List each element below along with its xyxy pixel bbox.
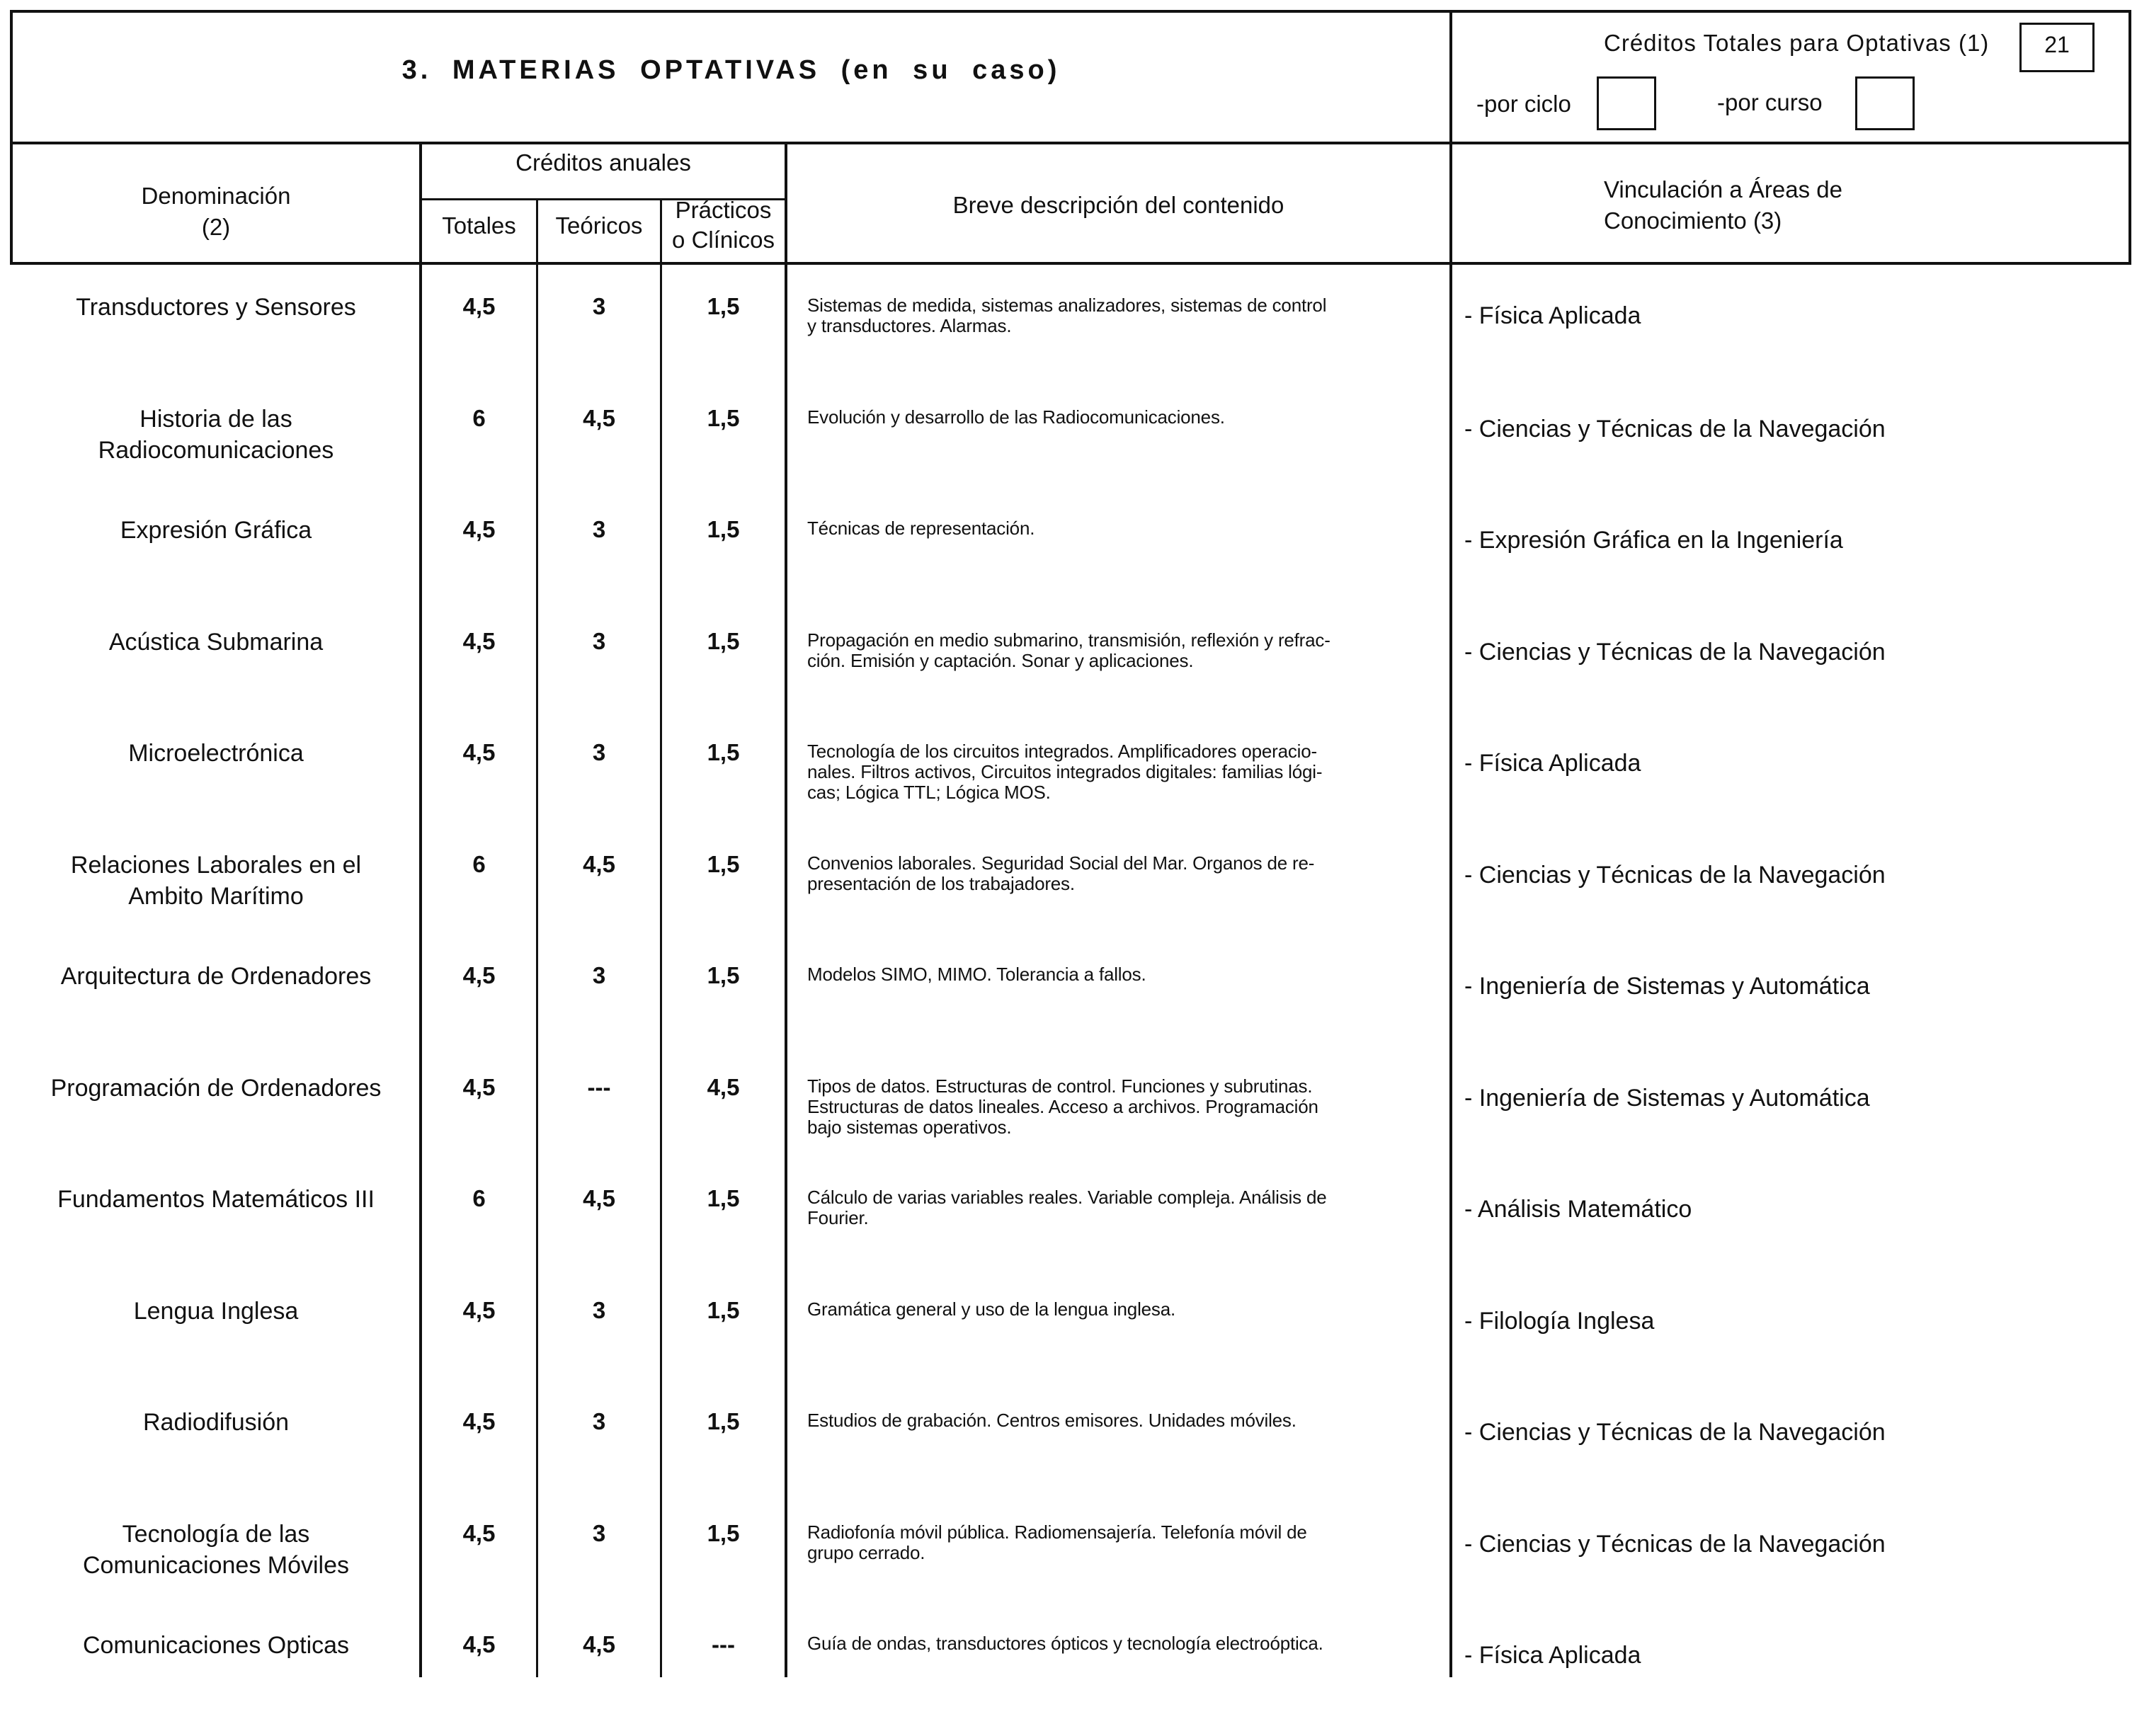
- row-denominacion: [13, 1630, 419, 1661]
- row-descripcion: [807, 1410, 1444, 1431]
- row-descripcion-line: Estructuras de datos lineales. Acceso a archivos. Programación: [807, 1096, 1318, 1117]
- creditos-totales-box[interactable]: [2019, 23, 2095, 72]
- row-descripcion-line: Propagación en medio submarino, transmisión, reflexión y refrac-: [807, 629, 1330, 651]
- row-creditos-totales: 4,5: [462, 516, 496, 542]
- row-descripcion-line: Guía de ondas, transductores ópticos y tecnología electroóptica.: [807, 1633, 1323, 1654]
- row-descripcion: [807, 630, 1444, 671]
- col-header-practicos-line2: o Clínicos: [672, 227, 775, 253]
- row-creditos-practicos: 1,5: [707, 1185, 740, 1211]
- row-descripcion-line: Fourier.: [807, 1207, 869, 1228]
- por-curso-label: -por curso: [1717, 89, 1823, 115]
- row-creditos-teoricos: 4,5: [583, 405, 615, 431]
- col-header-descripcion: Breve descripción del contenido: [952, 192, 1284, 218]
- row-descripcion-line: grupo cerrado.: [807, 1542, 925, 1563]
- row-creditos-totales: 4,5: [462, 1074, 496, 1100]
- table-row: [0, 627, 2137, 733]
- row-denominacion-line: Lengua Inglesa: [133, 1298, 299, 1325]
- row-area-conocimiento: - Ciencias y Técnicas de la Navegación: [1464, 1531, 1886, 1558]
- col-header-vinculacion-line2: Conocimiento (3): [1604, 207, 1782, 234]
- row-descripcion-line: presentación de los trabajadores.: [807, 873, 1075, 894]
- row-creditos-totales: 4,5: [462, 628, 496, 654]
- table-row: [0, 961, 2137, 1067]
- row-creditos-teoricos: 4,5: [583, 851, 615, 877]
- row-descripcion-line: Tecnología de los circuitos integrados. Amplificadores operacio-: [807, 741, 1317, 762]
- row-denominacion-line: Historia de las: [139, 406, 292, 433]
- row-creditos-practicos: 1,5: [707, 739, 740, 765]
- row-creditos-practicos: 1,5: [707, 516, 740, 542]
- row-descripcion: [807, 518, 1444, 539]
- table-row: [0, 1296, 2137, 1402]
- row-descripcion: [807, 1187, 1444, 1228]
- row-denominacion-line: Comunicaciones Móviles: [82, 1552, 350, 1579]
- row-descripcion: [807, 407, 1444, 428]
- row-descripcion-line: ción. Emisión y captación. Sonar y aplicaciones.: [807, 650, 1194, 671]
- row-area-conocimiento: - Física Aplicada: [1464, 302, 1641, 329]
- row-denominacion: [13, 404, 419, 466]
- title-row-divider: [10, 142, 2131, 144]
- row-area-conocimiento: - Ciencias y Técnicas de la Navegación: [1464, 639, 1886, 666]
- table-row: [0, 850, 2137, 956]
- row-descripcion-line: Técnicas de representación.: [807, 518, 1035, 539]
- row-denominacion-line: Expresión Gráfica: [120, 517, 312, 544]
- row-creditos-teoricos: 4,5: [583, 1631, 615, 1657]
- row-descripcion: [807, 1633, 1444, 1654]
- row-creditos-totales: 6: [472, 851, 486, 877]
- row-creditos-totales: 4,5: [462, 962, 496, 988]
- row-denominacion-line: Transductores y Sensores: [76, 294, 356, 321]
- header-bottom-border: [10, 262, 2131, 265]
- creditos-totales-label: Créditos Totales para Optativas (1): [1604, 30, 1990, 56]
- row-descripcion-line: bajo sistemas operativos.: [807, 1117, 1012, 1138]
- col-header-totales: Totales: [442, 212, 516, 239]
- row-creditos-totales: 6: [472, 405, 486, 431]
- row-creditos-practicos: ---: [712, 1631, 735, 1657]
- row-descripcion-line: nales. Filtros activos, Circuitos integrados digitales: familias lógi-: [807, 761, 1323, 782]
- row-creditos-teoricos: 3: [592, 1408, 606, 1434]
- row-creditos-practicos: 1,5: [707, 405, 740, 431]
- row-denominacion: [13, 292, 419, 323]
- row-creditos-practicos: 1,5: [707, 1297, 740, 1323]
- row-descripcion: [807, 741, 1444, 803]
- row-descripcion: [807, 1299, 1444, 1320]
- row-descripcion-line: cas; Lógica TTL; Lógica MOS.: [807, 782, 1051, 803]
- row-creditos-teoricos: 3: [592, 628, 606, 654]
- row-area-conocimiento: - Física Aplicada: [1464, 1642, 1641, 1669]
- row-denominacion: [13, 1407, 419, 1438]
- row-creditos-teoricos: 3: [592, 516, 606, 542]
- col-header-denominacion-label: Denominación: [141, 183, 291, 209]
- row-denominacion: [13, 1184, 419, 1215]
- row-descripcion-line: Modelos SIMO, MIMO. Tolerancia a fallos.: [807, 964, 1146, 985]
- table-row: [0, 515, 2137, 621]
- row-descripcion-line: Sistemas de medida, sistemas analizadores, sistemas de control: [807, 295, 1327, 316]
- row-denominacion-line: Comunicaciones Opticas: [82, 1632, 350, 1659]
- col-header-creditos-anuales: Créditos anuales: [515, 149, 691, 176]
- table-row: [0, 404, 2137, 510]
- row-denominacion: [13, 738, 419, 769]
- row-creditos-totales: 4,5: [462, 1408, 496, 1434]
- por-curso-box[interactable]: [1855, 76, 1915, 130]
- row-area-conocimiento: - Ingeniería de Sistemas y Automática: [1464, 973, 1870, 1000]
- table-row: [0, 738, 2137, 844]
- row-denominacion-line: Radiocomunicaciones: [98, 437, 334, 464]
- row-creditos-practicos: 1,5: [707, 851, 740, 877]
- row-area-conocimiento: - Análisis Matemático: [1464, 1196, 1692, 1223]
- row-creditos-practicos: 1,5: [707, 293, 740, 319]
- row-creditos-practicos: 1,5: [707, 628, 740, 654]
- row-descripcion-line: Radiofonía móvil pública. Radiomensajería. Telefonía móvil de: [807, 1521, 1307, 1543]
- row-creditos-practicos: 1,5: [707, 1520, 740, 1546]
- col-header-teoricos: Teóricos: [555, 212, 643, 239]
- table-row: [0, 1073, 2137, 1179]
- row-denominacion: [13, 961, 419, 992]
- row-creditos-practicos: 1,5: [707, 962, 740, 988]
- row-area-conocimiento: - Ingeniería de Sistemas y Automática: [1464, 1085, 1870, 1112]
- row-creditos-teoricos: 4,5: [583, 1185, 615, 1211]
- row-creditos-teoricos: 3: [592, 739, 606, 765]
- row-area-conocimiento: - Expresión Gráfica en la Ingeniería: [1464, 527, 1843, 554]
- row-denominacion: [13, 627, 419, 658]
- row-creditos-totales: 4,5: [462, 1520, 496, 1546]
- creditos-totales-value: 21: [2044, 32, 2070, 57]
- table-row: [0, 292, 2137, 398]
- row-creditos-practicos: 1,5: [707, 1408, 740, 1434]
- frame-right-border: [2129, 10, 2131, 265]
- row-creditos-totales: 4,5: [462, 1297, 496, 1323]
- section-title: 3. MATERIAS OPTATIVAS (en su caso): [401, 55, 1061, 85]
- row-creditos-practicos: 4,5: [707, 1074, 740, 1100]
- row-creditos-teoricos: 3: [592, 1297, 606, 1323]
- row-creditos-teoricos: 3: [592, 293, 606, 319]
- row-denominacion-line: Programación de Ordenadores: [50, 1075, 382, 1102]
- por-ciclo-label: -por ciclo: [1476, 91, 1571, 117]
- row-descripcion-line: Gramática general y uso de la lengua inglesa.: [807, 1298, 1175, 1320]
- row-descripcion: [807, 1522, 1444, 1563]
- row-denominacion-line: Fundamentos Matemáticos III: [57, 1186, 375, 1213]
- row-descripcion: [807, 964, 1444, 985]
- col-header-vinculacion-line1: Vinculación a Áreas de: [1604, 176, 1842, 202]
- row-area-conocimiento: - Física Aplicada: [1464, 750, 1641, 777]
- row-creditos-teoricos: 3: [592, 1520, 606, 1546]
- row-descripcion: [807, 853, 1444, 894]
- row-creditos-teoricos: 3: [592, 962, 606, 988]
- row-denominacion-line: Radiodifusión: [142, 1409, 290, 1436]
- row-descripcion: [807, 295, 1444, 336]
- col-header-vinculacion: [1604, 174, 1842, 236]
- row-creditos-totales: 6: [472, 1185, 486, 1211]
- row-creditos-totales: 4,5: [462, 1631, 496, 1657]
- row-denominacion: [13, 1296, 419, 1327]
- row-descripcion: [807, 1076, 1444, 1138]
- row-descripcion-line: Estudios de grabación. Centros emisores. Unidades móviles.: [807, 1410, 1297, 1431]
- col-header-denominacion-note: (2): [201, 214, 231, 240]
- row-area-conocimiento: - Filología Inglesa: [1464, 1308, 1655, 1335]
- row-denominacion: [13, 515, 419, 546]
- row-descripcion-line: Convenios laborales. Seguridad Social del Mar. Organos de re-: [807, 852, 1315, 874]
- table-row: [0, 1407, 2137, 1513]
- table-row: [0, 1630, 2137, 1736]
- row-denominacion-line: Microelectrónica: [128, 740, 304, 767]
- table-row: [0, 1184, 2137, 1290]
- table-row: [0, 1519, 2137, 1625]
- row-denominacion: [13, 1073, 419, 1104]
- col-header-practicos: [662, 195, 785, 255]
- row-descripcion-line: Cálculo de varias variables reales. Variable compleja. Análisis de: [807, 1187, 1327, 1208]
- col-header-practicos-line1: Prácticos: [675, 197, 772, 223]
- row-descripcion-line: Evolución y desarrollo de las Radiocomunicaciones.: [807, 406, 1225, 428]
- por-ciclo-box[interactable]: [1597, 76, 1656, 130]
- row-denominacion-line: Tecnología de las: [122, 1521, 310, 1548]
- row-denominacion-line: Ambito Marítimo: [128, 883, 304, 910]
- row-creditos-totales: 4,5: [462, 293, 496, 319]
- row-denominacion: [13, 1519, 419, 1581]
- row-creditos-totales: 4,5: [462, 739, 496, 765]
- row-denominacion: [13, 850, 419, 912]
- row-denominacion-line: Arquitectura de Ordenadores: [60, 963, 372, 990]
- row-denominacion-line: Relaciones Laborales en el: [70, 852, 362, 879]
- row-area-conocimiento: - Ciencias y Técnicas de la Navegación: [1464, 862, 1886, 889]
- row-denominacion-line: Acústica Submarina: [108, 629, 324, 656]
- row-descripcion-line: Tipos de datos. Estructuras de control. Funciones y subrutinas.: [807, 1075, 1313, 1097]
- row-area-conocimiento: - Ciencias y Técnicas de la Navegación: [1464, 416, 1886, 442]
- row-descripcion-line: y transductores. Alarmas.: [807, 315, 1012, 336]
- row-area-conocimiento: - Ciencias y Técnicas de la Navegación: [1464, 1419, 1886, 1446]
- frame-top-border: [10, 10, 2131, 13]
- row-creditos-teoricos: ---: [587, 1074, 611, 1100]
- col-header-denominacion: [13, 181, 419, 243]
